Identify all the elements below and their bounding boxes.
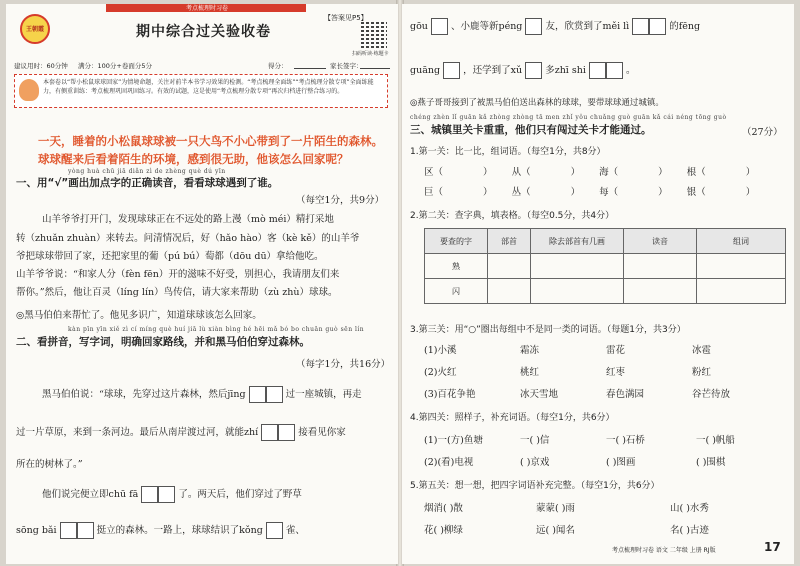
q4-item[interactable]: 一( )帆船 xyxy=(696,435,735,446)
answer-box-guang[interactable] xyxy=(443,62,460,79)
score-line[interactable] xyxy=(294,68,326,69)
q3-word[interactable]: 雷花 xyxy=(606,345,626,356)
q4-item[interactable]: 一( )信 xyxy=(520,435,550,446)
footer-text: 考点梳理时习卷 语文 二年级 上册 RJ版 xyxy=(612,547,716,554)
sec2-line-4-before: 他们说完便立即chū fā xyxy=(42,489,139,500)
q5-item[interactable]: 蒙蒙( )雨 xyxy=(536,503,575,514)
q3-word[interactable]: (1)小溪 xyxy=(424,345,457,356)
signature-field: 家长签字： xyxy=(330,62,363,70)
q2-header: 除去部首有几画 xyxy=(531,229,624,254)
answer-box-meili[interactable] xyxy=(632,18,666,35)
q1-cell: 每（ xyxy=(599,187,619,198)
story-text: 一天，睡着的小松鼠球球被一只大鸟不小心带到了一片陌生的森林。球球醒来后看着陌生的环境，感到很无助，他该怎么回家呢？ xyxy=(38,134,383,166)
q2-header: 读音 xyxy=(624,229,697,254)
q1-cell: 海（ xyxy=(599,167,619,178)
q5-row-2 xyxy=(424,522,709,536)
q3-word[interactable]: 霜冻 xyxy=(520,345,540,356)
r1-c: 友，欣赏到了měi lì xyxy=(545,21,630,32)
sec3-score: （27分） xyxy=(742,127,783,138)
q3-word[interactable]: 冰天雪地 xyxy=(520,389,559,400)
r2-b: ，还学到了xǔ xyxy=(463,65,523,76)
q1-title: 1.第一关：比一比，组词语。（每空1分，共8分） xyxy=(410,147,606,157)
q5-item[interactable]: 远( )闻名 xyxy=(536,525,575,536)
q4-row-2 xyxy=(424,454,725,468)
q2-header: 要查的字 xyxy=(425,229,488,254)
q1-cell: 根（ xyxy=(686,167,706,178)
notice-box xyxy=(14,74,388,108)
left-page xyxy=(6,4,398,564)
answer-box-peng[interactable] xyxy=(525,18,542,35)
answer-ref: 【答案见P5】 xyxy=(324,14,368,22)
q1-row-2 xyxy=(424,184,755,198)
answer-box-xu[interactable] xyxy=(525,62,542,79)
q2-blank[interactable] xyxy=(697,279,786,304)
q3-word[interactable]: 冰雹 xyxy=(692,345,712,356)
answer-box-gou[interactable] xyxy=(431,18,448,35)
q1-cell: 银（ xyxy=(686,187,706,198)
sec2-line-5-before: sōng bǎi xyxy=(16,525,57,536)
mascot-icon xyxy=(19,79,39,101)
q4-item[interactable]: ( )围棋 xyxy=(696,457,726,468)
sec1-line-2[interactable]: 转（zhuǎn zhuàn）来转去。问清情况后，好（hǎo hào）客（kè kě）的山羊爷 xyxy=(16,233,360,244)
q3-word[interactable]: 粉红 xyxy=(692,367,712,378)
answer-box-kong[interactable] xyxy=(266,522,283,539)
q1-cell: 从（ xyxy=(511,167,531,178)
q2-table xyxy=(424,228,786,304)
q4-item[interactable]: 一( )石桥 xyxy=(606,435,645,446)
q5-item[interactable]: 名( )古迹 xyxy=(670,525,709,536)
q3-word[interactable]: 红枣 xyxy=(606,367,626,378)
answer-box-jing[interactable] xyxy=(249,386,283,403)
q1-cell: ） xyxy=(570,187,581,198)
q2-char: 熟 xyxy=(425,254,488,279)
q3-word[interactable]: 春色满园 xyxy=(606,389,645,400)
q2-blank[interactable] xyxy=(531,254,624,279)
sec1-line-3[interactable]: 爷把球球带回了家，还把家里的葡（pú bú）萄都（dōu dū）拿给他吃。 xyxy=(16,251,324,262)
q4-row-1 xyxy=(424,432,735,446)
q3-row-2 xyxy=(424,364,711,378)
sec2-line-3: 所在的树林了。” xyxy=(16,459,83,470)
q2-char: 闪 xyxy=(425,279,488,304)
answer-box-zhishi[interactable] xyxy=(589,62,623,79)
sec2-line-2-before: 过一片草原，来到一条河边。最后从南岸渡过河，就能zhí xyxy=(16,427,259,438)
r2-c: 多zhī shi xyxy=(545,65,586,76)
sec2-line-5 xyxy=(16,522,305,539)
r2-d: 。 xyxy=(625,65,636,76)
q5-item[interactable]: 烟消( )散 xyxy=(424,503,463,514)
sec2-line-1-after: 过一座城镇，再走 xyxy=(285,389,362,400)
q3-row-3 xyxy=(424,386,730,400)
q2-blank[interactable] xyxy=(488,254,531,279)
sec1-line-1[interactable]: 山羊爷爷打开门，发现球球正在不远处的路上漫（mò méi）精打采地 xyxy=(42,214,334,225)
q1-cell: ） xyxy=(745,187,756,198)
q2-header: 组词 xyxy=(697,229,786,254)
right-page xyxy=(402,4,794,564)
r1-d: 的fēng xyxy=(669,21,701,32)
q1-cell: ） xyxy=(570,167,581,178)
q1-cell: ） xyxy=(483,167,493,178)
sec3-pinyin: chéng zhèn lǐ guān kǎ zhòng zhòng tā men zhǐ yǒu chuǎng guò guān kǎ cái néng tōng guò xyxy=(410,114,727,121)
q4-item[interactable]: (2)(看)电视 xyxy=(424,457,474,468)
answer-box-chufa[interactable] xyxy=(141,486,175,503)
sec3-title: 三、城镇里关卡重重，他们只有闯过关卡才能通过。 xyxy=(410,124,652,136)
q1-cell: 巨（ xyxy=(424,187,444,198)
q1-cell: ） xyxy=(745,167,756,178)
q1-cell: ） xyxy=(658,167,668,178)
q1-cell: 区（ xyxy=(424,167,444,178)
sec2-score: （每字1分，共16分） xyxy=(296,359,391,370)
signature-line[interactable] xyxy=(360,68,390,69)
table-row xyxy=(425,279,786,304)
q4-item[interactable]: (1)一(方)鱼塘 xyxy=(424,435,483,446)
q5-title: 5.第五关：想一想，把四字词语补充完整。（每空1分，共6分） xyxy=(410,481,660,491)
swallow-note: ◎燕子哥哥接到了被黑马伯伯送出森林的球球，要带球球通过城镇。 xyxy=(410,98,664,108)
answer-box-zhi[interactable] xyxy=(261,424,295,441)
score-field: 得分： xyxy=(268,62,288,70)
sec2-line-5-mid: 挺立的森林。一路上，球球结识了kǒng xyxy=(96,525,263,536)
q4-title: 4.第四关：照样子，补充词语。（每空1分，共6分） xyxy=(410,413,615,423)
right-line-1 xyxy=(410,18,700,35)
q5-row-1 xyxy=(424,500,709,514)
q3-word[interactable]: (3)百花争艳 xyxy=(424,389,476,400)
sec2-title: 二、看拼音，写字词，明确回家路线，并和黑马伯伯穿过森林。 xyxy=(16,336,310,348)
q4-item[interactable]: ( )京戏 xyxy=(520,457,550,468)
sec1-line-4[interactable]: 山羊爷爷说：“和家人分（fèn fēn）开的滋味不好受，别担心，我请朋友们来 xyxy=(16,269,340,280)
sec1-title: 一、用“√”画出加点字的正确读音，看看球球遇到了谁。 xyxy=(16,177,279,189)
q5-item[interactable]: 山( )水秀 xyxy=(670,503,709,514)
sec2-line-1-before: 黑马伯伯说：“球球，先穿过这片森林，然后jīng xyxy=(42,389,246,400)
sec2-line-4 xyxy=(42,486,302,503)
q1-row-1 xyxy=(424,164,755,178)
sec1-score: （每空1分，共9分） xyxy=(296,195,385,206)
q2-blank[interactable] xyxy=(624,254,697,279)
q3-row-1 xyxy=(424,342,711,356)
q5-item[interactable]: 花( )柳绿 xyxy=(424,525,463,536)
sec1-pinyin: yòng huà chū jiā diǎn zì de zhèng què dú yīn xyxy=(68,168,226,175)
q2-title: 2.第二关：查字典，填表格。（每空0.5分，共4分） xyxy=(410,211,615,221)
table-row xyxy=(425,254,786,279)
sec1-line-5[interactable]: 帮你。”然后，他让百灵（líng lín）鸟传信，请大家来帮助（zù zhù）球球。 xyxy=(16,287,338,298)
header-badge: 考点梳理时习卷 xyxy=(186,5,229,12)
q4-item[interactable]: ( )图画 xyxy=(606,457,636,468)
q1-cell: 丛（ xyxy=(511,187,531,198)
answer-box-songbai[interactable] xyxy=(60,522,94,539)
right-line-2 xyxy=(410,62,635,79)
r2-a: guāng xyxy=(410,65,441,76)
notice-text: 本套卷以“帮小松鼠球球回家”为情境命题，关注对前半本书学习效果的检测。“考点梳理全面练”“考点梳理分散专项”全面练能力，有侧重训练：考点梳理巩固巩固练习。有效的试题，这是使用“考点梳理分散专项”再次归档进行整合练习的。 xyxy=(43,79,374,95)
sec1-footnote: ◎黑马伯伯来帮忙了。他见多识广，知道球球该怎么回家。 xyxy=(16,310,262,321)
q3-title: 3.第三关：用“○”圈出每组中不是同一类的词语。（每题1分，共3分） xyxy=(410,325,686,335)
qr-code xyxy=(361,22,387,48)
q3-word[interactable]: (2)火红 xyxy=(424,367,457,378)
qr-caption: 扫码听读·练题卡 xyxy=(352,51,389,57)
sec2-line-5-after: 雀、 xyxy=(285,525,305,536)
q1-cell: ） xyxy=(483,187,493,198)
score-label: 满分：100分+卷面分5分 xyxy=(78,62,152,70)
q2-blank[interactable] xyxy=(531,279,624,304)
page-number: 17 xyxy=(764,540,781,554)
sec2-line-4-after: 了。两天后，他们穿过了野草 xyxy=(178,489,302,500)
r1-b: 、小鹿等新péng xyxy=(450,21,523,32)
q2-blank[interactable] xyxy=(488,279,531,304)
page-title: 期中综合过关验收卷 xyxy=(136,24,271,40)
r1-a: gōu xyxy=(410,21,428,32)
q3-word[interactable]: 桃红 xyxy=(520,367,540,378)
q2-header: 部首 xyxy=(488,229,531,254)
q2-blank[interactable] xyxy=(624,279,697,304)
sec2-line-1 xyxy=(42,386,362,403)
time-label: 建议用时：60分钟 xyxy=(14,62,68,70)
q2-blank[interactable] xyxy=(697,254,786,279)
brand-logo-text: 王朝霞 xyxy=(25,26,44,33)
brand-logo xyxy=(20,14,50,44)
q1-cell: ） xyxy=(658,187,668,198)
sec2-line-2-after: 接看见你家 xyxy=(298,427,346,438)
q3-word[interactable]: 谷芒待放 xyxy=(692,389,731,400)
sec2-line-2 xyxy=(16,424,346,441)
sec2-pinyin: kàn pīn yīn xiě zì cí míng què huí jiā lù xiàn bìng hé hēi mǎ bó bo chuān guò sēn lín xyxy=(68,326,365,333)
